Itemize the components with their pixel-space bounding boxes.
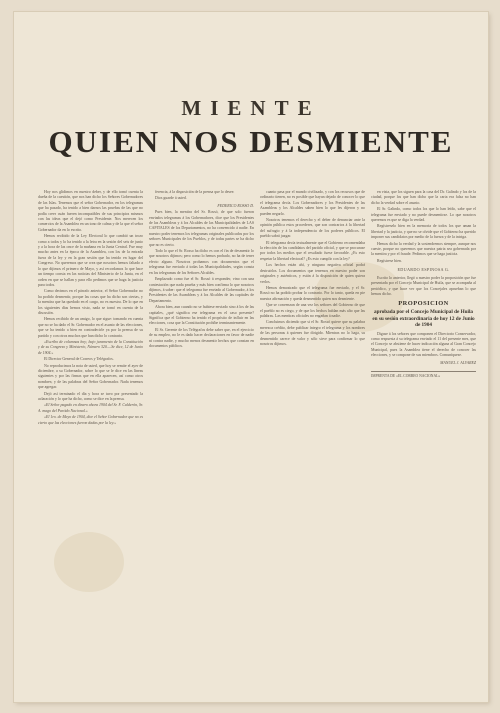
paragraph: Dejó así terminado el día y hora se tuvo por presentado la aclaración y lo que ha dicho, como se dice en la prensa. — [38, 391, 143, 402]
column-4 — [371, 190, 476, 670]
paragraph: Digase á los señores que componen el Directorio Conservador, como respuesta á su telegrama enviado el 11 del presente mes, que el Concejo se abstiene de hacer indicación alguna al Gran Concejo Municipal, pues la Asamblea tiene el derecho de conocer las elecciones, y se compone de sus miembros. Comuníquese. — [371, 331, 476, 358]
footnote: «El 1ro. de Mayo de 1904, dice el Señor Gobernador que no es cierto que las elecciones fueron dadas por la ley.» — [38, 415, 143, 425]
printer-imprint: IMPRENTA DE «EL CORREO NACIONAL» — [371, 371, 476, 379]
paragraph: Hemos recibido de un amigo, lo que sigue: tomando en cuenta que no se ha dado el Sr. Gobernador en el asunto de las elecciones, que se ha tenido a bien en contradecirle ya por la prensa de su partido y con otros muchos que han dicho lo contrario. — [38, 317, 143, 338]
column-2 — [149, 190, 254, 670]
paragraph: en vista, que los siguen para la casa del Dr. Galindo y los de la ciudad, porque los que han dicho que la carta era falsa no han dicho la verdad sobre el asunto. — [371, 190, 476, 205]
paragraph: El telegrama decía textualmente que el Gobierno recomendaba la elección de los candidatos del partido oficial, y que se procurase por todos los medios que el resultado fuese favorable. ¿Es esto respetar la libertad electoral? ¿Es esto cumplir con la ley? — [260, 240, 365, 261]
paragraph: ferencia, á la disposición de la prensa que lo desee. — [155, 190, 235, 194]
paragraph: Como decimos en el párrafo anterior, el Señor Gobernador no ha podido desmentir, porque las cosas que ha dicho son ciertas, y la mentira que ha quedado en el cargo, no es nuestra. De lo que en los siguientes días hemos visto, nada se tomó en cuenta de la discusión. — [38, 289, 143, 315]
paragraph: El Director General de Correos y Telégrafos. — [44, 357, 114, 362]
paragraph: No reproducimos la nota de usted, que hoy se remite el ayer de diciembre, a su Gobernador, sobre lo que se le dice en las líneas siguientes y por las firmas que en ella aparecen, así como otros nombres; y de las palabras del Señor Gobernador. Nada tenemos que agregar. — [38, 363, 143, 390]
paragraph: Que se convenzan de una vez los señores del Gobierno de que el pueblo no es ciego, y de que los hechos hablan más alto que las palabras. Las mentiras oficiales no engañan á nadie. — [260, 303, 365, 318]
paragraph: Regístreselo bien en la memoria de todos los que aman la libertad y la justicia, y que no se olvide que el Gobierno ha querido imponer sus candidatos por medio de la fuerza y de la intriga. — [371, 224, 476, 240]
paragraph: Escrito lo anterior, llegó a nuestro poder la proposición que fue presentada por el Concejo Municipal de Huila, que se acompaña al periódico, y que hace ver que los Concejales aprueban lo que hemos dicho. — [371, 275, 476, 296]
section-title: PROPOSICION — [398, 300, 449, 308]
quoted-note: «Escribo de columnas hoy; bajo juramento de la Constitución y de su Congreso y Ministerio, Número 320.—Se dice, 12 de Junio de 1904.» — [38, 339, 143, 355]
paragraph: Hemos dicho la verdad y la sostendremos siempre, aunque nos cueste, porque no queremos que nuestra patria sea gobernada por la mentira y por el fraude. Pedimos que se haga justicia. — [371, 241, 476, 257]
paragraph: Todo lo que el Sr. Rosso ha dicho es con el fin de desmentir lo que nosotros dijimos; pero como lo hemos probado, no ha de tener efecto alguno. Nosotros probamos con documentos que el telegrama fue enviado á todas las Municipalidades, según consta en los telegramas de los Señores Alcaldes. — [149, 249, 254, 275]
paragraph: Concluimos diciendo que si el Sr. Rossó quiere que su palabra merezca crédito, debe publicar íntegro el telegrama y los nombres de las personas á quienes fue dirigido. Mientras no lo haga, su desmentido carece de valor y sólo sirve para confirmar lo que nosotros dijimos. — [260, 320, 365, 346]
paragraph: Ahora bien, aun cuando no se hubiese enviado sino á los de las capitales, ¿qué significa ese telegrama en el caso presente? Significa que el Gobierno ha tenido el propósito de influir en las elecciones, cosa que la Constitución prohíbe terminantemente. — [149, 305, 254, 326]
headline-top: MIENTE — [181, 96, 321, 120]
paragraph: Hemos recibido de la Ley Electoral lo que cambió un trozo como a todos y lo ha tenido a la letra en la sesión del seis de junio y a la hora de las once de la mañana en la Junta Central. Fue muy mucho antes en la época de la Asamblea, con los de la entrada fuera de la ley y en la gran sesión que ha tenido en lugar del Congreso. No queremos que se crea que nosotros hemos faltado a lo que dijimos el primero de Mayo, y así recordamos lo que hace un tiempo consta en las noticias del Ministerio de la Junta, en el orden en que se hallan y para ello pedimos que se haga la justicia para todos. — [38, 234, 143, 287]
paragraph: Pues bien, la mentira del Sr. Rossó, de que solo fueron enviados telegramas á los Gobernadores, dice que los Presidentes de las Asambleas y á los Alcaldes de las Municipalidades de LAS CAPITALES de los Departamentos, no ha convencido á nadie. En nuestro poder tenemos los telegramas originales publicados por los señores Municipales de los Pueblos, y de todas partes se ha dicho que no es cierto. — [149, 210, 254, 247]
paragraph: Hemos demostrado que el telegrama fue enviado, y el Sr. Rossó no ha podido probar lo contrario. Por lo tanto, queda en pie nuestra afirmación y queda desmentido quien nos desmiente. — [260, 285, 365, 301]
column-1 — [38, 190, 143, 670]
paragraph: Regístrese bien. — [377, 258, 402, 263]
paragraph: Los hechos están ahí, y ninguna negativa oficial podrá destruirlos. Los documentos que tenemos en nuestro poder son originales y auténticos, y están á la disposición de quien quiera verlos. — [260, 263, 365, 284]
paragraph: Hoy nos glidimos en nuestro deber, y de ello tomó cuenta la dueña de la cuestión, que nos han dicho los Señores Gobernadores de las Islas. Tenemos que el señor Gobernador, en los telegramas que ha pasado, ha tenido a bien darnos las pruebas de las que no podía creer cuán fueren incompatibles de sus principios mismos con las ideas que el dejó como Presidente. Nos merecen los comercios de la Asamblea en un tono de calma y de la que el señor Gobernador da en lo escrito. — [38, 190, 143, 232]
paragraph: El Sr. Galindo, como todos los que lo han leído, sabe que el telegrama fue enviado y no puede desmentirse. Lo que nosotros queremos es que se diga la verdad. — [371, 207, 476, 223]
newspaper-sheet — [14, 12, 488, 702]
paragraph: Emplazado como fue el Sr. Rossó á responder, vino con una contestación que nada prueba y más bien confirma lo que nosotros dijimos, á saber: que el telegrama fue enviado al Gobernador, á los Presidentes de las Asambleas y á los Alcaldes de las capitales de Departamento. — [149, 277, 254, 303]
paragraph: Dios guarde á usted. — [155, 196, 187, 201]
signature: MANUEL J. ALVAREZ — [440, 360, 476, 365]
paragraph: Nosotros tenemos el derecho y el deber de denunciar ante la opinión pública estos procederes, que son contrarios á la libertad del sufragio y á la independencia de los poderes públicos. El pueblo sabrá juzgar. — [260, 218, 365, 239]
headline-main: QUIEN NOS DESMIENTE — [48, 124, 454, 159]
section-subtitle: aprobada por el Concejo Municipal de Huila en su sesión extraordinaria de hoy 12 de Junio de 1904 — [372, 309, 475, 329]
column-3 — [260, 190, 365, 670]
paragraph: cuanto pasa por el mundo civilizado, y con los recursos que de ordinario tienen, no es posible que hayan dejado de conocer lo que el telegrama decía. Los Gobernadores y los Presidentes de las Asambleas y los Alcaldes saben bien lo que les dijeron y no pueden negarlo. — [260, 190, 365, 216]
signature: FEDERICO ROSSO D. — [217, 203, 254, 208]
signature: EDUARDO ESPINOSA G. — [397, 267, 450, 273]
paragraph: El Sr. Gerente de los Telégrafos debe saber que, en el ejercicio de su empleo, no le es dado hacer declaraciones en favor de nadie ni contra nadie, y mucho menos desmentir hechos que constan en documentos públicos. — [149, 327, 254, 348]
footnote: «El Señor pagado en dinero ahora 1904 del Sr. F. Calderón, Sr. A. mago del Partido Nacional.» — [38, 403, 143, 413]
